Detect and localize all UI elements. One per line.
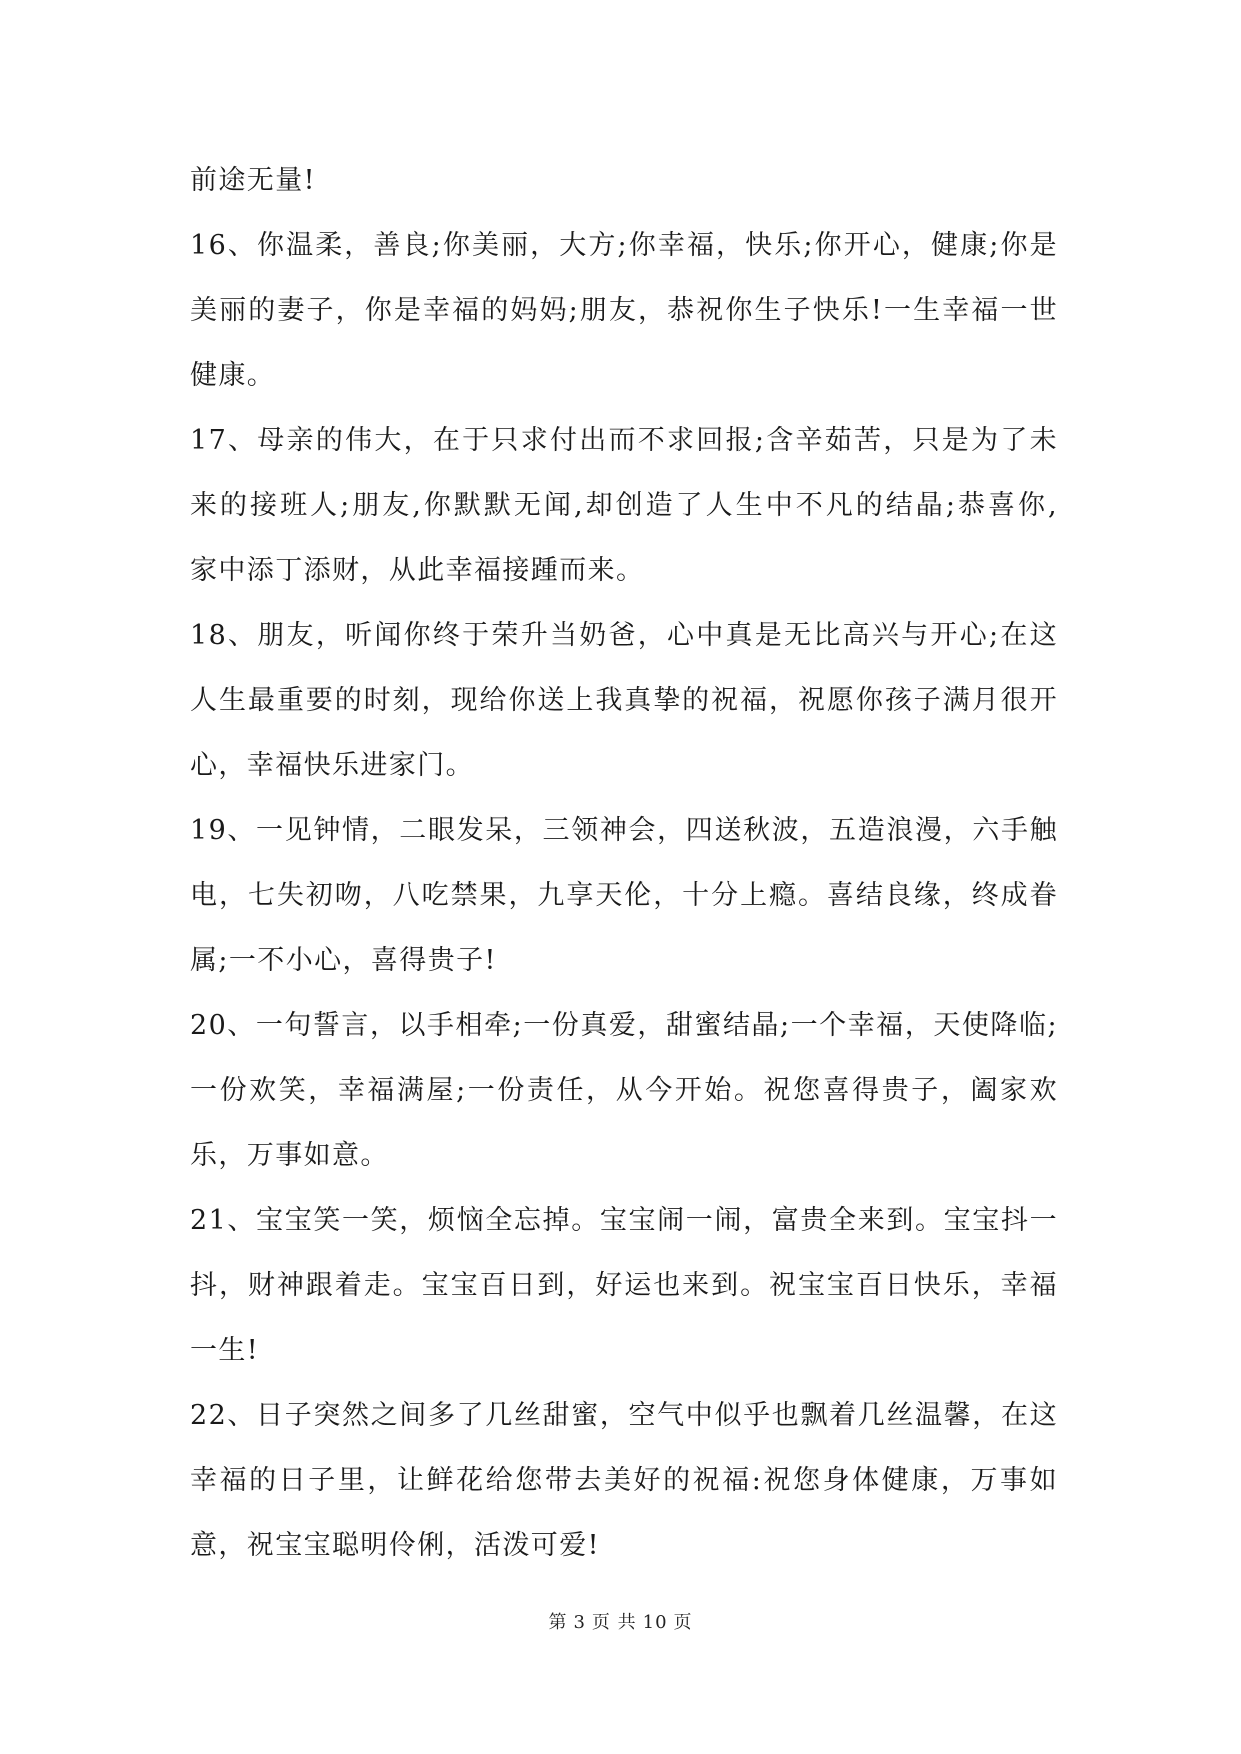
text-line: 17、母亲的伟大，在于只求付出而不求回报;含辛茹苦，只是为了未 bbox=[190, 425, 1058, 456]
text-line: 来的接班人;朋友,你默默无闻,却创造了人生中不凡的结晶;恭喜你, bbox=[190, 490, 1058, 521]
text-line: 前途无量! bbox=[190, 165, 316, 196]
text-line: 一生! bbox=[190, 1335, 260, 1366]
text-line: 家中添丁添财，从此幸福接踵而来。 bbox=[190, 555, 645, 586]
text-line: 一份欢笑，幸福满屋;一份责任，从今开始。祝您喜得贵子，阖家欢 bbox=[190, 1075, 1058, 1106]
text-line: 21、宝宝笑一笑，烦恼全忘掉。宝宝闹一闹，富贵全来到。宝宝抖一 bbox=[190, 1205, 1058, 1236]
text-line: 18、朋友，听闻你终于荣升当奶爸，心中真是无比高兴与开心;在这 bbox=[190, 620, 1058, 651]
text-line: 幸福的日子里，让鲜花给您带去美好的祝福:祝您身体健康，万事如 bbox=[190, 1465, 1058, 1496]
text-line: 意，祝宝宝聪明伶俐，活泼可爱! bbox=[190, 1530, 600, 1561]
page-footer bbox=[0, 1608, 1241, 1634]
footer-suffix: 页 bbox=[673, 1612, 693, 1633]
footer-middle: 页 共 bbox=[591, 1612, 637, 1633]
footer-page-number: 3 bbox=[573, 1612, 586, 1633]
document-body bbox=[190, 148, 1058, 1578]
footer-prefix: 第 bbox=[548, 1612, 568, 1633]
text-line: 19、一见钟情，二眼发呆，三领神会，四送秋波，五造浪漫，六手触 bbox=[190, 815, 1058, 846]
text-line: 16、你温柔，善良;你美丽，大方;你幸福，快乐;你开心，健康;你是 bbox=[190, 230, 1058, 261]
text-line: 心，幸福快乐进家门。 bbox=[190, 750, 474, 781]
text-line: 电，七失初吻，八吃禁果，九享天伦，十分上瘾。喜结良缘，终成眷 bbox=[190, 880, 1058, 911]
text-line: 美丽的妻子，你是幸福的妈妈;朋友，恭祝你生子快乐!一生幸福一世 bbox=[190, 295, 1058, 326]
footer-total-pages: 10 bbox=[642, 1612, 668, 1633]
text-line: 人生最重要的时刻，现给你送上我真挚的祝福，祝愿你孩子满月很开 bbox=[190, 685, 1058, 716]
text-line: 抖，财神跟着走。宝宝百日到，好运也来到。祝宝宝百日快乐，幸福 bbox=[190, 1270, 1058, 1301]
text-line: 20、一句誓言，以手相牵;一份真爱，甜蜜结晶;一个幸福，天使降临; bbox=[190, 1010, 1058, 1041]
text-line: 22、日子突然之间多了几丝甜蜜，空气中似乎也飘着几丝温馨，在这 bbox=[190, 1400, 1058, 1431]
text-line: 乐，万事如意。 bbox=[190, 1140, 389, 1171]
text-line: 健康。 bbox=[190, 360, 276, 391]
text-line: 属;一不小心，喜得贵子! bbox=[190, 945, 497, 976]
